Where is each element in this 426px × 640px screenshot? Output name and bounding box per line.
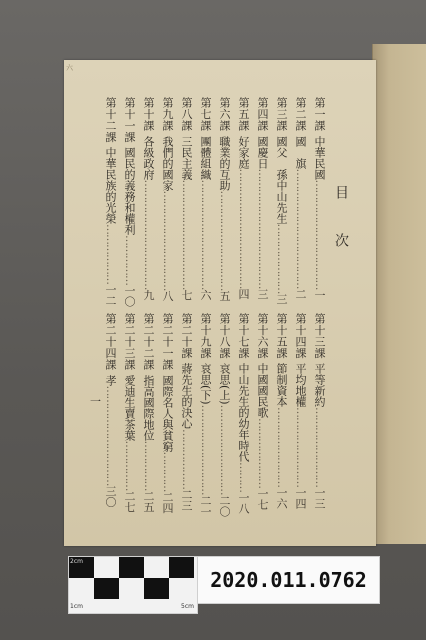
lesson-title: 中華民國	[313, 135, 326, 180]
lesson-page-number: 三	[275, 293, 288, 305]
toc-entry	[292, 97, 308, 307]
lesson-page-number: 一六	[275, 487, 288, 509]
toc-entry	[121, 313, 137, 517]
leader-dots: …………………	[275, 223, 288, 294]
lesson-page-number: 一	[313, 289, 326, 301]
lesson-number: 第六課	[218, 97, 231, 132]
lesson-title: 中國國民歌	[256, 363, 269, 418]
lesson-page-number: 四	[237, 288, 250, 300]
lesson-title: 平等新約	[313, 363, 326, 407]
leader-dots: …………………………	[104, 385, 117, 486]
lesson-number: 第十六課	[256, 313, 269, 359]
lesson-number: 第二十課	[180, 313, 193, 359]
lesson-title: 三民主義	[180, 135, 193, 180]
scale-label-left: 1cm	[70, 603, 83, 610]
lesson-number: 第二十二課	[142, 313, 155, 371]
lesson-page-number: 五	[218, 290, 231, 302]
adjacent-page-edge	[372, 44, 426, 544]
lesson-page-number: 七	[180, 289, 193, 301]
lesson-number: 第五課	[237, 97, 250, 132]
toc-entry	[273, 97, 289, 307]
lesson-number: 第十八課	[218, 313, 231, 359]
lesson-title: 孝	[104, 374, 117, 386]
lesson-number: 第二十一課	[161, 313, 174, 371]
toc-entry	[102, 313, 118, 517]
lesson-number: 第九課	[161, 97, 174, 132]
toc-entry	[178, 313, 194, 517]
scale-square	[169, 557, 194, 578]
lesson-page-number: 二	[294, 288, 307, 300]
lesson-page-number: 九	[142, 289, 155, 301]
lesson-number: 第十一課	[123, 97, 136, 143]
lesson-page-number: 一七	[256, 488, 269, 510]
accession-number: 2020.011.0762	[197, 556, 380, 604]
toc-entry	[121, 97, 137, 307]
scale-label-top: 2cm	[70, 558, 83, 565]
leader-dots: ………	[237, 462, 250, 492]
leader-dots: ………………	[104, 224, 117, 284]
lesson-title: 哀思(上)	[218, 363, 231, 405]
lesson-number: 第十九課	[199, 313, 212, 359]
lesson-number: 第二十三課	[123, 313, 136, 371]
leader-dots: …………………………	[218, 190, 231, 291]
lesson-page-number: 二三	[180, 489, 193, 511]
page-number-mark: 一	[90, 395, 101, 408]
color-scale-bar	[68, 556, 198, 614]
lesson-page-number: 二七	[123, 490, 136, 513]
lesson-title: 好家庭	[237, 135, 250, 169]
lesson-number: 第七課	[199, 97, 212, 132]
toc-entry	[197, 313, 213, 517]
toc-entry	[197, 97, 213, 307]
lesson-page-number: 二五	[142, 490, 155, 513]
lesson-title: 國際名人與貧窮	[161, 374, 174, 452]
leader-dots: ……………………………	[313, 179, 326, 290]
leader-dots: ……………	[142, 440, 155, 491]
lesson-title: 國 旗	[294, 135, 307, 169]
lesson-title: 節制資本	[275, 363, 288, 407]
lesson-number: 第二十四課	[104, 313, 117, 371]
leader-dots: ……………………………	[180, 179, 193, 290]
lesson-title: 平均地權	[294, 363, 307, 407]
lesson-page-number: 二〇	[218, 494, 231, 517]
leader-dots: ………………………………	[237, 168, 250, 289]
scale-label-right: 5cm	[181, 603, 194, 610]
toc-entry	[292, 313, 308, 517]
toc-entry	[140, 97, 156, 307]
toc-entry	[216, 97, 232, 307]
lesson-page-number: 二四	[161, 491, 174, 514]
lesson-number: 第十三課	[313, 313, 326, 359]
lesson-title: 國父 孫中山先生	[275, 135, 288, 224]
toc-entry	[254, 97, 270, 307]
lesson-page-number: 一〇	[123, 285, 136, 307]
lesson-title: 中華民族的光榮	[104, 147, 117, 224]
lesson-number: 第三課	[275, 97, 288, 132]
lesson-title: 中山先生的幼年時代	[237, 363, 250, 462]
leader-dots: ……………	[123, 440, 136, 491]
leader-dots: ………………………………	[294, 168, 307, 289]
lesson-page-number: 一四	[294, 487, 307, 509]
leader-dots: …………	[161, 451, 174, 492]
lesson-page-number: 三〇	[104, 485, 117, 508]
lesson-number: 第二課	[294, 97, 307, 132]
toc-entry	[235, 313, 251, 517]
lesson-page-number: 一二	[104, 284, 117, 306]
toc-entry	[254, 313, 270, 517]
lesson-title: 哀思(下)	[199, 363, 212, 405]
lesson-title: 蔣先生的決心	[180, 363, 193, 429]
lesson-title: 職業的互助	[218, 135, 231, 191]
lesson-number: 第十七課	[237, 313, 250, 359]
leader-dots: ………………	[180, 429, 193, 489]
toc-entry	[159, 97, 175, 307]
toc-entry	[178, 97, 194, 307]
scale-square	[94, 578, 119, 599]
toc-entry	[102, 97, 118, 307]
page-corner-marker: 六	[66, 64, 73, 72]
leader-dots: ……………………	[294, 407, 307, 487]
lesson-number: 第十二課	[104, 97, 117, 143]
lesson-title: 團體組織	[199, 135, 212, 180]
lesson-number: 第四課	[256, 97, 269, 132]
lesson-page-number: 一八	[237, 492, 250, 514]
lesson-page-number: 八	[161, 290, 174, 302]
lesson-number: 第十五課	[275, 313, 288, 359]
lesson-number: 第十四課	[294, 313, 307, 359]
lesson-title: 國民的義務和權利	[123, 147, 136, 235]
toc-heading: 目次	[333, 185, 349, 281]
toc-entry	[140, 313, 156, 517]
lesson-title: 我們的國家	[161, 135, 174, 191]
lesson-page-number: 三	[256, 288, 269, 300]
lesson-page-number: 二一	[199, 494, 212, 517]
lesson-number: 第八課	[180, 97, 193, 132]
leader-dots: …………………………	[161, 190, 174, 291]
lesson-title: 國慶日	[256, 135, 269, 169]
lesson-page-number: 六	[199, 289, 212, 301]
leader-dots: ………………………	[199, 404, 212, 495]
leader-dots: ……………………	[313, 407, 326, 487]
leader-dots: ……………………	[275, 407, 288, 487]
leader-dots: ……………	[123, 235, 136, 285]
toc-entry	[311, 97, 327, 307]
leader-dots: ……………………………	[199, 179, 212, 290]
toc-entry	[216, 313, 232, 517]
scale-square	[119, 557, 144, 578]
toc-entry	[273, 313, 289, 517]
lesson-number: 第十課	[142, 97, 155, 132]
lesson-title: 各級政府	[142, 135, 155, 180]
lesson-title: 愛迪生賣茶葉	[123, 374, 136, 441]
lesson-number: 第一課	[313, 97, 326, 132]
leader-dots: ………………………………	[256, 168, 269, 289]
toc-entry	[235, 97, 251, 307]
lesson-title: 指高國際地位	[142, 374, 155, 441]
toc-entry	[311, 313, 327, 517]
lesson-page-number: 一三	[313, 487, 326, 509]
leader-dots: …………………	[256, 418, 269, 488]
scale-square	[144, 578, 169, 599]
leader-dots: ……………………………	[142, 179, 155, 290]
leader-dots: ………………………	[218, 404, 231, 495]
toc-entry	[159, 313, 175, 517]
